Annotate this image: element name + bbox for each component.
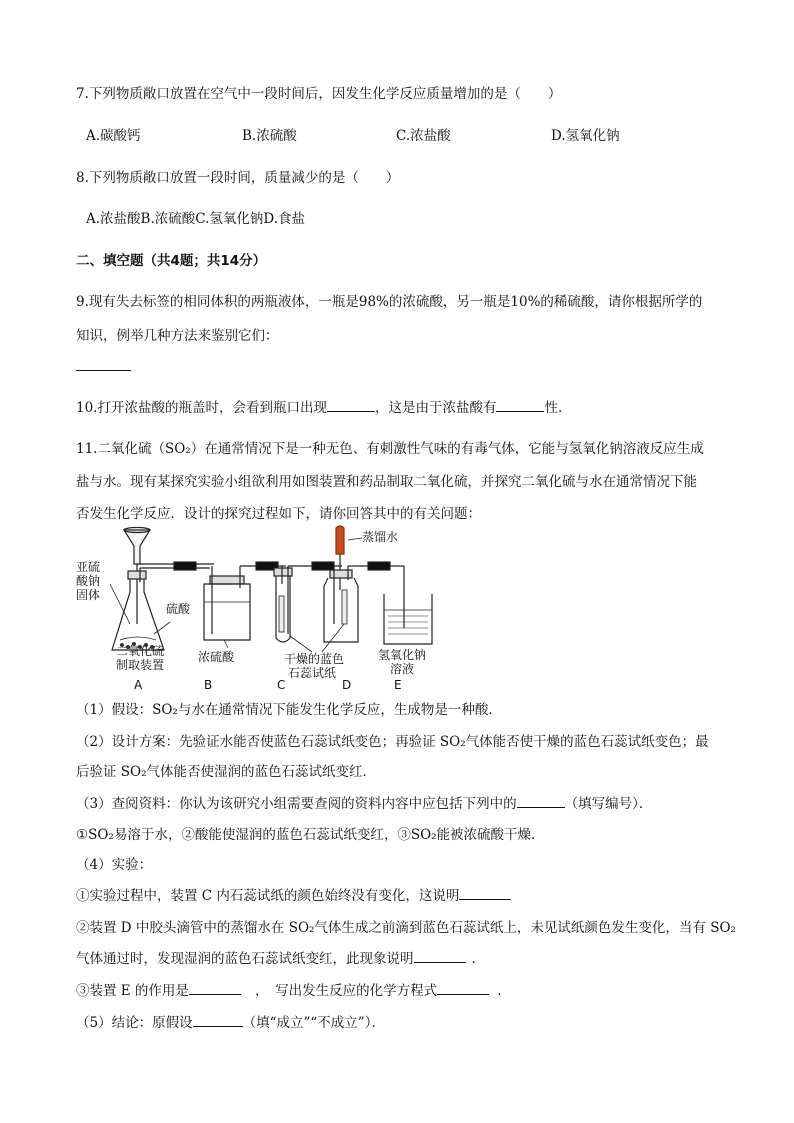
apparatus-e [384,566,432,644]
q8-stem: 8.下列物质敞口放置一段时间，质量减少的是（ ） [76,170,400,186]
q11-part4c-blank-2[interactable] [437,980,489,995]
label-conc: 浓硫酸 [198,650,235,664]
q11-part3-tail: （填写编号）． [564,796,653,812]
q10-line [76,396,562,416]
q11-part2-line1: （2）设计方案：先验证水能否使蓝色石蕊试纸变色；再验证 SO₂气体能否使干燥的蓝色石蕊试纸变色；最 [76,734,709,750]
q11-part4a-blank[interactable] [459,885,511,900]
q11-part4b-line2 [76,947,485,967]
label-acid: 硫酸 [166,602,191,616]
label-solid-1: 亚硫 [76,560,101,574]
q9-answer-blank[interactable] [76,370,131,371]
q11-part4c-tail: ． [497,983,511,999]
q11-part4a-text: ①实验过程中，装置 C 内石蕊试纸的颜色始终没有变化，这说明 [76,888,460,904]
label-dry-1: 干燥的蓝色 [284,652,345,666]
q11-part5-text-a: （5）结论：原假设 [76,1015,193,1031]
label-naoh-1: 氢氧化钠 [378,648,427,662]
letter-d: D [342,678,352,692]
q11-part4b-tail: ． [471,951,485,967]
letter-a: A [134,678,143,692]
label-water: 蒸馏水 [362,530,399,544]
q11-line2: 盐与水。现有某探究实验小组欲利用如图装置和药品制取二氧化硫，并探究二氧化硫与水在通常情况下能 [76,474,697,490]
label-naoh-2: 溶液 [390,662,415,676]
apparatus-b [204,566,286,648]
q9-line1: 9.现有失去标签的相同体积的两瓶液体，一瓶是98%的浓硫酸，另一瓶是10%的稀硫酸，请你根据所学的 [76,294,703,310]
q11-part3-text: （3）查阅资料：你认为该研究小组需要查阅的资料内容中应包括下列中的 [76,796,517,812]
q11-part4a [76,884,511,904]
q10-part1: 10.打开浓盐酸的瓶盖时，会看到瓶口出现 [76,400,327,416]
q11-part4c-text-b: ， 写出发生反应的化学方程式 [254,983,438,999]
q11-part3-blank[interactable] [517,793,565,808]
q11-part4b-text: 气体通过时，发现湿润的蓝色石蕊试纸变红，此现象说明 [76,951,414,967]
q11-part4b-line1: ②装置 D 中胶头滴管中的蒸馏水在 SO₂气体生成之前滴到蓝色石蕊试纸上，未见试纸颜色发生变化，当有 SO₂ [76,920,736,936]
q11-part3-line2: ①SO₂易溶于水，②酸能使湿润的蓝色石蕊试纸变红，③SO₂能被浓硫酸干燥． [76,827,545,843]
q11-part5-blank[interactable] [193,1012,243,1027]
q10-part2: ，这是由于浓盐酸有 [374,400,497,416]
label-prep-1: 二氧化硫 [116,644,165,658]
q7-option-a: A.碳酸钙 [86,128,141,144]
q7-stem: 7.下列物质敞口放置在空气中一段时间后，因发生化学反应质量增加的是（ ） [76,86,562,102]
letter-e: E [394,678,402,692]
q11-part2-line2: 后验证 SO₂气体能否使湿润的蓝色石蕊试纸变红． [76,764,377,780]
q11-line1: 11.二氧化硫（SO₂）在通常情况下是一种无色、有刺激性气味的有毒气体，它能与氢氧化钠溶液反应生成 [76,441,704,457]
section-title: 二、填空题（共4题；共14分） [76,253,267,269]
letter-b: B [204,678,213,692]
q8-options: A.浓盐酸B.浓硫酸C.氢氧化钠D.食盐 [86,211,306,227]
apparatus-figure [72,524,442,696]
q7-option-b: B.浓硫酸 [242,128,297,144]
q11-part4c [76,979,511,999]
q11-part4c-blank-1[interactable] [189,980,241,995]
q11-part4-title: （4）实验： [76,857,153,873]
q11-part5-text-b: （填“成立”“不成立”）． [242,1015,385,1031]
q11-part3-line1 [76,792,652,812]
q9-line2: 知识，例举几种方法来鉴别它们： [76,328,279,344]
letter-c: C [277,678,286,692]
q11-part4b-blank[interactable] [414,948,466,963]
label-solid-3: 固体 [76,588,101,602]
q7-option-d: D.氢氧化钠 [551,128,620,144]
q10-blank-1[interactable] [327,397,375,412]
label-solid-2: 酸钠 [76,574,101,588]
q11-part4c-text-a: ③装置 E 的作用是 [76,983,189,999]
apparatus-a [110,528,214,651]
q11-part5 [76,1011,385,1031]
q11-part1: （1）假设：SO₂与水在通常情况下能发生化学反应，生成物是一种酸． [76,702,502,718]
label-dry-2: 石蕊试纸 [288,666,337,680]
q7-option-c: C.浓盐酸 [396,128,451,144]
label-prep-2: 制取装置 [116,658,165,672]
q10-blank-2[interactable] [496,397,544,412]
q11-line3: 否发生化学反应．设计的探究过程如下，请你回答其中的有关问题： [76,506,481,522]
q10-part3: 性. [544,400,563,416]
